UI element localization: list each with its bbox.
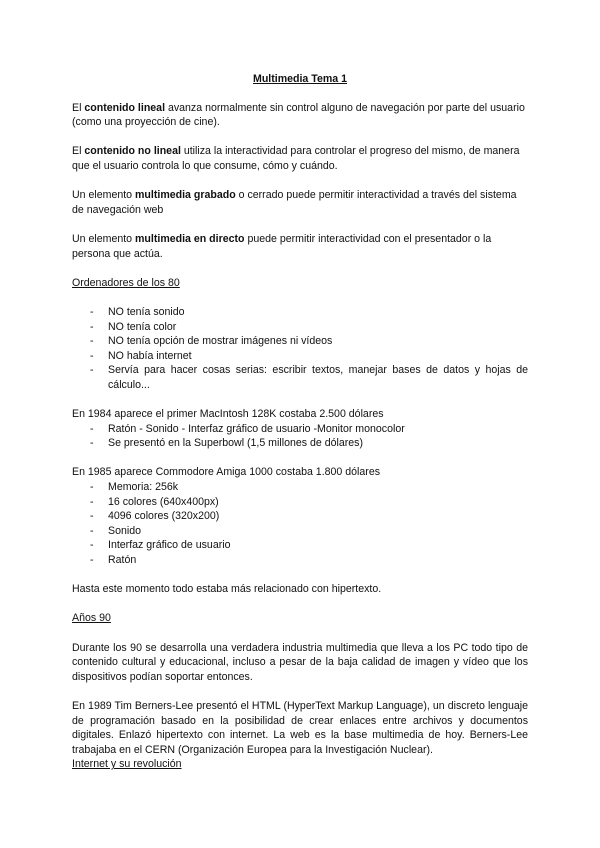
text-span: Un elemento (72, 189, 136, 202)
amiga-line: En 1985 aparece Commodore Amiga 1000 costaba 1.800 dólares (72, 466, 381, 479)
paragraph-contenido-lineal (72, 101, 528, 130)
paragraph-berners-lee: En 1989 Tim Berners-Lee presentó el HTML (HyperText Markup Language), un discreto lenguaje de programación basado en la posibilidad de crear enlaces entre archivos y documentos digitales. Enlazó hipertexto con internet. La web es la base multimedia de hoy. Berners-Lee trabajaba en el CERN (Organización Europea para la Investigación Nuclear). (72, 699, 528, 756)
list-item (72, 538, 528, 553)
list-item (72, 305, 528, 320)
dash-bullet: - (90, 437, 94, 450)
section-heading-90s: Años 90 (72, 612, 111, 625)
dash-bullet: - (90, 335, 94, 348)
text-span: utiliza la interactividad para controlar el progreso del mismo, de manera que el usuario controla lo que consume, cómo y cuándo. (72, 145, 520, 172)
list-item (72, 509, 528, 524)
page-title: Multimedia Tema 1 (253, 73, 347, 85)
list-amiga (72, 480, 528, 568)
paragraph-multimedia-directo (72, 232, 528, 261)
list-item (72, 320, 528, 335)
list-item-text: Servía para hacer cosas serias: escribir textos, manejar bases de datos y hojas de cálculo... (108, 364, 528, 391)
dash-bullet: - (90, 481, 94, 494)
dash-bullet: - (90, 364, 94, 377)
list-item-text: Memoria: 256k (108, 481, 179, 494)
document-page (72, 72, 528, 772)
bold-term: contenido no lineal (84, 145, 181, 158)
text-span: avanza normalmente sin control alguno de navegación por parte del usuario (como una proyección de cine). (72, 101, 525, 129)
dash-bullet: - (90, 349, 94, 362)
dash-bullet: - (90, 305, 94, 318)
section-heading-internet: Internet y su revolución (72, 758, 182, 771)
bold-term: multimedia grabado (135, 189, 236, 202)
dash-bullet: - (90, 495, 94, 508)
paragraph-contenido-no-lineal (72, 144, 528, 173)
list-item (72, 334, 528, 349)
section-heading-80s: Ordenadores de los 80 (72, 276, 180, 289)
list-item (72, 553, 528, 568)
list-item-text: Ratón (108, 554, 137, 566)
dash-bullet: - (90, 554, 94, 566)
list-item-text: NO tenía opción de mostrar imágenes ni vídeos (108, 335, 333, 348)
list-item-text: NO tenía sonido (108, 305, 185, 318)
paragraph-anos-90: Durante los 90 se desarrolla una verdadera industria multimedia que lleva a los PC todo tipo de contenido cultural y educacional, incluso a pesar de la baja calidad de imagen y vídeo que los dispositivos podían soportar entonces. (72, 641, 528, 683)
list-item (72, 480, 528, 495)
text-span: o cerrado puede permitir interactividad a través del sistema de navegación web (72, 189, 517, 216)
bold-term: contenido lineal (84, 101, 166, 114)
bold-term: multimedia en directo (135, 232, 245, 245)
text-span: El (72, 145, 85, 158)
text-span: Un elemento (72, 232, 136, 245)
dash-bullet: - (90, 320, 94, 333)
dash-bullet: - (90, 539, 94, 552)
dash-bullet: - (90, 510, 94, 523)
list-item (72, 524, 528, 539)
list-item (72, 495, 528, 510)
list-item (72, 349, 528, 364)
list-item-text: Se presentó en la Superbowl (1,5 millones de dólares) (108, 437, 363, 450)
paragraph-hipertexto: Hasta este momento todo estaba más relacionado con hipertexto. (72, 583, 382, 596)
paragraph-multimedia-grabado (72, 188, 528, 217)
list-item-text: NO tenía color (108, 320, 177, 333)
list-item-text: NO había internet (108, 349, 192, 362)
list-macintosh (72, 422, 528, 451)
list-item-text: Sonido (108, 524, 141, 537)
list-80s (72, 305, 528, 393)
list-item (72, 436, 528, 451)
list-item (72, 363, 528, 392)
list-item (72, 422, 528, 437)
macintosh-line: En 1984 aparece el primer MacIntosh 128K costaba 2.500 dólares (72, 408, 384, 421)
list-item-text: 16 colores (640x400px) (108, 495, 219, 508)
list-item-text: Ratón - Sonido - Interfaz gráfico de usuario -Monitor monocolor (108, 422, 405, 435)
list-item-text: 4096 colores (320x200) (108, 510, 220, 523)
text-span: puede permitir interactividad con el presentador o la persona que actúa. (72, 232, 492, 260)
list-item-text: Interfaz gráfico de usuario (108, 539, 231, 552)
text-span: El (72, 101, 85, 114)
dash-bullet: - (90, 422, 94, 435)
dash-bullet: - (90, 524, 94, 537)
